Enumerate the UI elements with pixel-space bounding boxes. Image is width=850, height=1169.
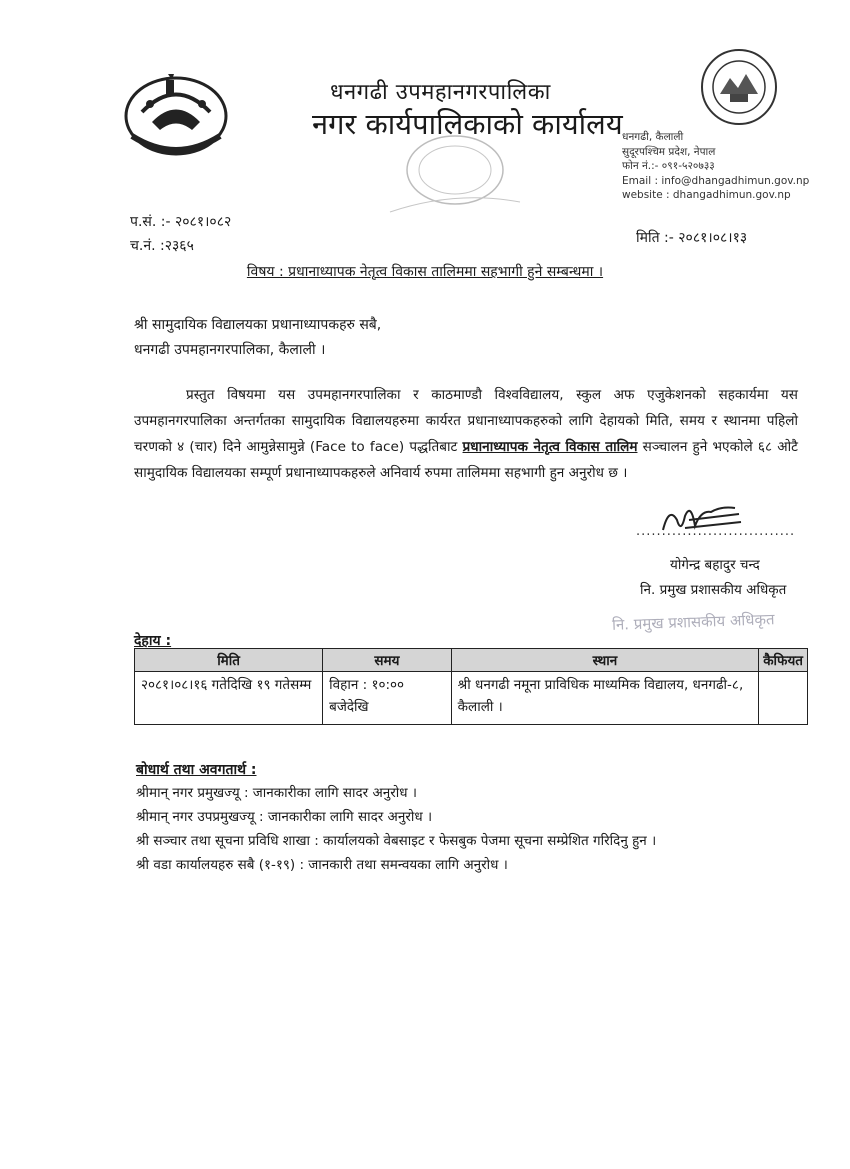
letter-subject: [0, 262, 850, 281]
body-text: प्रस्तुत विषयमा यस उपमहानगरपालिका र काठमाण्डौ विश्वविद्यालय, स्कुल अफ एजुकेशनको सहकार्यमा यस उपमहानगरपालिका अन्तर्गतका सामुदायिक विद्यालयहरुमा कार्यरत प्रधानाध्यापकहरुको लागि देहायको मिति, समय र स्थानमा पहिलो चरणको ४ (चार) दिने आमुन्नेसामुन्ने (Face to face) पद्धतिबाट: [134, 387, 798, 455]
signatory-post: नि. प्रमुख प्रशासकीय अधिकृत: [640, 582, 787, 598]
body-text: सञ्चालन हुने भएकोले ६८ ओटै सामुदायिक विद्यालयका सम्पूर्ण प्रधानाध्यापकहरुले अनिवार्य रुपमा तालिममा सहभागी हुन अनुरोध छ ।: [134, 439, 798, 481]
table-header-row: [135, 649, 808, 672]
subject-text: विषय : प्रधानाध्यापक नेतृत्व विकास तालिममा सहभागी हुने सम्बन्धमा ।: [246, 264, 604, 280]
cc-item: श्री सञ्चार तथा सूचना प्रविधि शाखा : कार्यालयको वेबसाइट र फेसबुक पेजमा सूचना सम्प्रेशित गरिदिनु हुन ।: [136, 833, 657, 849]
dispatch-number: च.नं. :२३६५: [130, 238, 194, 254]
office-stamp: [380, 130, 530, 220]
training-name: प्रधानाध्यापक नेतृत्व विकास तालिम: [462, 439, 638, 455]
cell-time: विहान : १०:०० बजेदेखि: [323, 672, 452, 725]
nepal-emblem-logo: [122, 72, 230, 158]
cc-item: श्री वडा कार्यालयहरु सबै (१-१९) : जानकारी तथा समन्वयका लागि अनुरोध ।: [136, 857, 508, 873]
cc-heading: बोधार्थ तथा अवगतार्थ :: [136, 762, 257, 778]
org-name-line2: नगर कार्यपालिकाको कार्यालय: [312, 107, 623, 141]
cc-item: श्रीमान् नगर उपप्रमुखज्यू : जानकारीका लागि सादर अनुरोध ।: [136, 809, 433, 825]
cell-venue: श्री धनगढी नमूना प्राविधिक माध्यमिक विद्यालय, धनगढी-८, कैलाली ।: [451, 672, 759, 725]
addressee-block: [134, 313, 381, 363]
addressee-line: श्री सामुदायिक विद्यालयका प्रधानाध्यापकहरु सबै,: [134, 317, 382, 333]
table-row: [135, 672, 808, 725]
email-line: Email : info@dhangadhimun.gov.np: [622, 174, 810, 187]
municipality-seal-logo: [700, 48, 778, 126]
cc-item: श्रीमान् नगर प्रमुखज्यू : जानकारीका लागि सादर अनुरोध ।: [136, 785, 418, 801]
letter-date: मिति :- २०८१।०८।१३: [636, 230, 748, 246]
designation-stamp: नि. प्रमुख प्रशासकीय अधिकृत: [611, 610, 775, 634]
column-header: समय: [323, 649, 452, 672]
column-header: कैफियत: [759, 649, 808, 672]
signatory-name: योगेन्द्र बहादुर चन्द: [670, 557, 760, 573]
schedule-table: [134, 648, 808, 725]
org-name-line1: धनगढी उपमहानगरपालिका: [330, 80, 551, 105]
phone-line: फोन नं.:- ०९१-५२०७३३: [622, 160, 715, 172]
schedule-heading: देहाय :: [134, 633, 172, 649]
reference-number: प.सं. :- २०८१।०८२: [130, 214, 232, 230]
column-header: मिति: [135, 649, 323, 672]
cell-remarks: [759, 672, 808, 725]
office-address-block: [622, 130, 809, 203]
column-header: स्थान: [451, 649, 759, 672]
address-line: सुदूरपश्चिम प्रदेश, नेपाल: [622, 145, 716, 158]
addressee-line: धनगढी उपमहानगरपालिका, कैलाली ।: [134, 342, 326, 358]
cell-date: २०८१।०८।१६ गतेदिखि १९ गतेसम्म: [135, 672, 323, 725]
website-line: website : dhangadhimun.gov.np: [622, 189, 791, 201]
signature-line: ...............................: [636, 524, 796, 539]
letter-body: [134, 382, 798, 486]
address-line: धनगढी, कैलाली: [622, 131, 684, 143]
